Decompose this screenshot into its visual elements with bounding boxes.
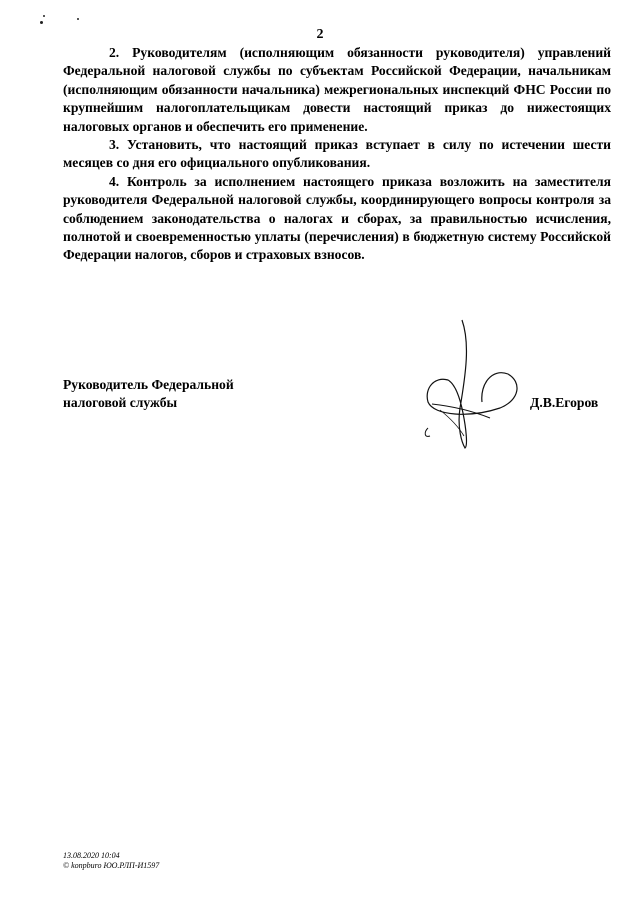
document-footer	[63, 851, 159, 871]
footer-file-ref: © konpburo ЮО.РЛП-И1597	[63, 861, 160, 870]
footer-timestamp: 13.08.2020 10:04	[63, 851, 120, 860]
signer-name: Д.В.Егоров	[530, 395, 599, 410]
handwritten-signature	[410, 318, 530, 468]
signature-stroke-initial	[425, 428, 430, 436]
scan-speck	[77, 18, 79, 20]
signature-stroke-main	[427, 320, 517, 448]
signer-position-line-1: Руководитель Федеральной	[63, 377, 234, 392]
paragraph-3: 3. Установить, что настоящий приказ вступает в силу по истечении шести месяцев со дня его официального опубликования.	[63, 137, 611, 171]
paragraph-4: 4. Контроль за исполнением настоящего приказа возложить на заместителя руководителя Федеральной налоговой службы, координирующего вопросы контроля за соблюдением законодательства о налогах и сборах, за правильностью исчисления, полнотой и своевременностью уплаты (перечисления) в бюджетную систему Российской Федерации налогов, сборов и страховых взносов.	[63, 173, 611, 263]
signer-position	[63, 376, 234, 413]
paragraph-2: 2. Руководителям (исполняющим обязанности руководителя) управлений Федеральной налоговой службы по субъектам Российской Федерации, начальникам (исполняющим обязанности начальника) межрегиональных инспекций ФНС России по крупнейшим налогоплательщикам довести настоящий приказ до нижестоящих налоговых органов и обеспечить его применение.	[63, 45, 611, 134]
page-number: 2	[316, 27, 324, 42]
signer-position-line-2: налоговой службы	[63, 395, 178, 411]
scan-speck	[43, 15, 45, 17]
scan-speck	[40, 21, 43, 24]
document-body	[63, 44, 611, 265]
